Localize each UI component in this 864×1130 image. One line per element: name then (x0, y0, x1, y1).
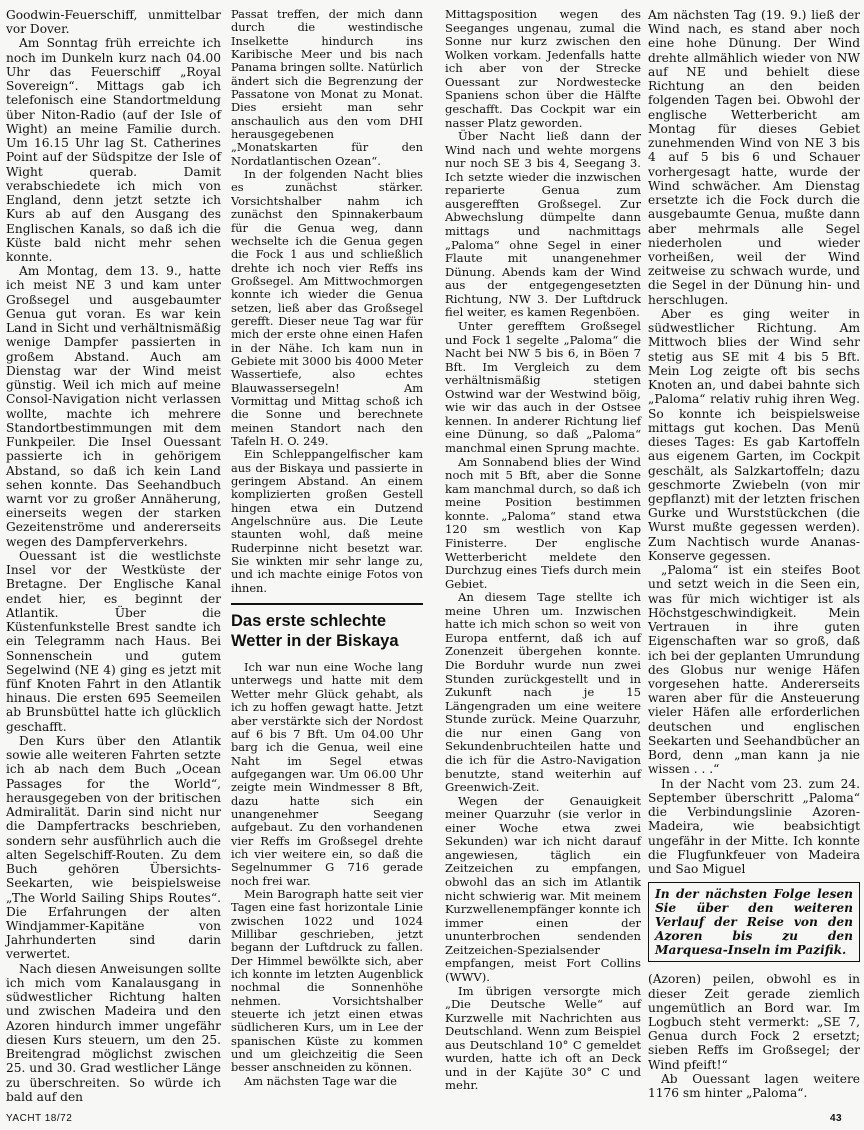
paragraph: Ein Schleppangelfischer kam aus der Biskaya und passierte in geringem Abstand. An einem komplizierten großen Gestell hingen etwa ein Dutzend Angelschnüre aus. Die Leute staunten wohl, daß meine Ruderpinne nicht besetzt war. Sie winkten mir sehr lange zu, und ich machte einige Fotos von ihnen. (231, 447, 423, 595)
paragraph: In der folgenden Nacht blies es zunächst stärker. Vorsichtshalber nahm ich zunächst den Spinnakerbaum für die Genua weg, dann wechselte ich die Genua gegen die Fock 1 aus und schließlich drehte ich noch vier Reffs ins Großsegel. Am Mittwochmorgen konnte ich wieder die Genua setzen, ließ aber das Großsegel gerefft. Dieser neue Tag war für mich der erste ohne einen Hafen in der Nähe. Ich kam nun in Gebiete mit 3000 bis 4000 Meter Wassertiefe, also echtes Blauwassersegeln! Am Vormittag und Mittag schoß ich die Sonne und berechnete meinen Standort nach den Tafeln H. O. 249. (231, 167, 423, 448)
paragraph: Mittagsposition wegen des Seeganges ungenau, zumal die Sonne nur kurz zwischen den Wolken vorkam. Jedenfalls hatte ich aber von der Strecke Ouessant zur Nordwestecke Spaniens schon über die Hälfte geschafft. Das Cockpit war ein nasser Platz geworden. (445, 7, 641, 130)
paragraph: Goodwin-Feuerschiff, unmittelbar vor Dover. (6, 8, 221, 37)
paragraph: Passat treffen, der mich dann durch die westindische Inselkette hindurch ins Karibische Meer und bis nach Panama bringen sollte. Natürlich ändert sich die Begrenzung der Passatone von Monat zu Monat. Dies ersieht man sehr anschaulich aus den vom DHI herausgegebenen „Monatskarten für den Nordatlantischen Ozean“. (231, 7, 423, 168)
paragraph: Ich war nun eine Woche lang unterwegs und hatte mit dem Wetter mehr Glück gehabt, als ich zu hoffen gewagt hatte. Jetzt aber verstärkte sich der Nordost auf 6 bis 7 Bft. Um 04.00 Uhr barg ich die Genua, weil eine Naht im Segel etwas aufgegangen war. Um 06.00 Uhr zeigte mein Windmesser 8 Bft, dazu hatte sich ein unangenehmer Seegang aufgebaut. Zu den vorhandenen vier Reffs im Großsegel drehte ich vier weitere ein, so daß die Segelnummer G 716 gerade noch frei war. (231, 660, 423, 888)
paragraph: Den Kurs über den Atlantik sowie alle weiteren Fahrten setzte ich ab nach dem Buch „Ocean Passages for the World“, herausgegeben von der britischen Admiralität. Darin sind nicht nur die Dampfertracks beschrieben, sondern sehr ausführlich auch die alten Segelschiff-Routen. Zu dem Buch gehören Übersichts-Seekarten, wie beispielsweise „The World Sailing Ships Routes“. Die Erfahrungen der alten Windjammer-Kapitäne von Jahrhunderten sind darin verwertet. (6, 733, 221, 962)
paragraph: Im übrigen versorgte mich „Die Deutsche Welle“ auf Kurzwelle mit Nachrichten aus Deutschland. Wenn zum Beispiel aus Deutschland 10° C gemeldet wurden, hatte ich oft an Deck und in der Kajüte 30° C und mehr. (445, 983, 641, 1093)
paragraph: Ab Ouessant lagen weitere 1176 sm hinter „Paloma“. (648, 1071, 860, 1101)
paragraph: „Paloma“ ist ein steifes Boot und setzt weich in die Seen ein, was für mich wichtiger ist als Höchstgeschwindigkeit. Mein Vertrauen in ihre guten Eigenschaften war so groß, daß ich bei der geplanten Umrundung des Globus nur wenige Häfen vorgesehen hatte. Andererseits waren aber für die Ansteuerung vieler Häfen alle erforderlichen deutschen und englischen Seekarten und Seehandbücher an Bord, denn „man kann ja nie wissen . . .“ (648, 563, 860, 777)
paragraph: Unter gerefftem Großsegel und Fock 1 segelte „Paloma“ die Nacht bei NW 5 bis 6, in Böen 7 Bft. Im Vergleich zu dem verhältnismäßig stetigen Ostwind war der Westwind böig, wie wir das auch in der Ostsee kennen. In anderer Richtung lief eine Dünung, so daß „Paloma“ manchmal einen Sprung machte. (445, 318, 641, 455)
paragraph: An diesem Tage stellte ich meine Uhren um. Inzwischen hatte ich mich schon so weit von Europa entfernt, daß ich auf Zonenzeit übergehen konnte. Die Borduhr wurde nun zwei Stunden zurückgestellt und in Zukunft nach je 15 Längengraden um eine weitere Stunde zurück. Meine Quarzuhr, die nur einen Gang von Sekundenbruchteilen hatte und die ich für die Astro-Navigation benutzte, stand weiterhin auf Greenwich-Zeit. (445, 590, 641, 795)
paragraph: Am Montag, dem 13. 9., hatte ich meist NE 3 und kam unter Großsegel und ausgebaumter Genua gut voran. Es war kein Land in Sicht und verhältnismäßig wenige Dampfer passierten in großem Abstand. Auch am Dienstag war der Wind meist günstig. Weil ich mich auf meine Consol-Navigation nicht verlassen wollte, machte ich mehrere Standortbestimmungen mit dem Funkpeiler. Die Insel Ouessant passierte ich in gehörigem Abstand, so daß ich kein Land sehen konnte. Das Seehandbuch warnt vor zu großer Annäherung, einerseits wegen der starken Gezeitenströme und andererseits wegen des Dampferverkehrs. (6, 264, 221, 549)
paragraph: (Azoren) peilen, obwohl es in dieser Zeit gerade ziemlich ungemütlich an Bord war. Im Logbuch steht vermerkt: „SE 7, Genua durch Fock 2 ersetzt; sieben Reffs im Großsegel; der Wind pfeift!“ (648, 972, 860, 1072)
paragraph: Nach diesen Anweisungen sollte ich mich vom Kanalausgang in südwestlicher Richtung halten und zwischen Madeira und den Azoren hindurch immer ungefähr diesen Kurs steuern, um den 25. Breitengrad möglichst zwischen 25. und 30. Grad westlicher Länge zu überschreiten. So würde ich bald auf den (6, 961, 221, 1104)
paragraph: Wegen der Genauigkeit meiner Quarzuhr (sie verlor in einer Woche etwa zwei Sekunden) war ich nicht darauf angewiesen, täglich ein Zeitzeichen zu empfangen, obwohl das an sich im Atlantik nicht schwierig war. Mit meinem Kurzwellenempfänger konnte ich immer einen der ununterbrochen sendenden Zeitzeichen-Spezialsender empfangen, meist Fort Collins (WWV). (445, 793, 641, 984)
paragraph: Am nächsten Tag (19. 9.) ließ der Wind nach, es stand aber noch eine hohe Dünung. Der Wind drehte allmählich wieder von NW auf NE und behielt diese Richtung an den beiden folgenden Tagen bei. Obwohl der englische Wetterbericht am Montag für dieses Gebiet zunehmenden Wind von NE 3 bis 4 auf 5 bis 6 und Schauer vorhergesagt hatte, wurde der Wind schwächer. Am Dienstag ersetzte ich die Fock durch die ausgebaumte Genua, mußte dann aber mehrmals alle Segel niederholen und wieder vorheißen, weil der Wind zeitweise zu schwach wurde, und die Segel in der Dünung hin- und herschlugen. (648, 8, 860, 307)
column-4 (648, 8, 860, 1100)
next-issue-box: In der nächsten Folge lesen Sie über den weiteren Verlauf der Reise von den Azoren bis zu den Marquesa-Inseln im Pazifik. (648, 882, 860, 962)
paragraph: Am nächsten Tage war die (244, 1073, 398, 1088)
page-number: 43 (830, 1113, 843, 1124)
paragraph: Aber es ging weiter in südwestlicher Richtung. Am Mittwoch blies der Wind sehr stetig aus SE mit 4 bis 5 Bft. Mein Log zeigte oft bis sechs Knoten an, und dabei bahnte sich „Paloma“ relativ ruhig ihren Weg. So konnte ich beispielsweise mittags gut kochen. Das Menü dieses Tages: Es gab Kartoffeln aus eigenem Garten, im Cockpit geschält, als Salzkartoffeln; dazu geschmorte Zwiebeln (von mir gepflanzt) mit der letzten frischen Gurke und Wurststückchen (die Wurst mußte gegessen werden). Zum Nachtisch wurde Ananas-Konserve gegessen. (648, 306, 860, 563)
column-3 (445, 8, 641, 1093)
section-heading: Das erste schlechte Wetter in der Biskaya (231, 603, 423, 651)
column-1 (6, 8, 221, 1104)
paragraph: Am Sonnabend blies der Wind noch mit 5 Bft, aber die Sonne kam manchmal durch, so daß ich meine Position bestimmen konnte. „Paloma“ stand etwa 120 sm westlich von Kap Finisterre. Der englische Wetterbericht meldete den Durchzug eines Tiefs durch mein Gebiet. (445, 454, 641, 591)
paragraph: Am Sonntag früh erreichte ich noch im Dunkeln kurz nach 04.00 Uhr das Feuerschiff „Royal Sovereign“. Mittags gab ich telefonisch eine Standortmeldung über Niton-Radio (auf der Isle of Wight) an meine Familie durch. Um 16.15 Uhr lag St. Catherines Point auf der Südspitze der Isle of Wight querab. Damit verabschiedete ich mich von England, denn jetzt setzte ich Kurs ab auf den Ausgang des Englischen Kanals, so daß ich die Küste bald nicht mehr sehen konnte. (6, 36, 221, 264)
column-2 (231, 8, 423, 1088)
paragraph: Über Nacht ließ dann der Wind nach und wehte morgens nur noch SE 3 bis 4, Seegang 3. Ich setzte wieder die inzwischen reparierte Genua zum ausgerefften Großsegel. Zur Abwechslung dümpelte dann mittags und nachmittags „Paloma“ ohne Segel in einer Flaute mit unangenehmer Dünung. Abends kam der Wind aus der entgegengesetzten Richtung, NW 3. Der Luftdruck fiel weiter, es kamen Regenböen. (445, 129, 641, 320)
magazine-issue-footer: YACHT 18/72 (6, 1113, 73, 1124)
paragraph: Mein Barograph hatte seit vier Tagen eine fast horizontale Linie zwischen 1022 und 1024 Millibar geschrieben, jetzt begann der Luftdruck zu fallen. Der Himmel bewölkte sich, aber ich konnte im letzten Augenblick nochmal die Sonnenhöhe nehmen. Vorsichtshalber steuerte ich jetzt einen etwas südlicheren Kurs, um in Lee der spanischen Küste zu kommen und um gleichzeitig die Seen besser anschneiden zu können. (231, 886, 423, 1075)
paragraph: Ouessant ist die westlichste Insel vor der Westküste der Bretagne. Der Englische Kanal endet hier, es beginnt der Atlantik. Über die Küstenfunkstelle Brest sandte ich ein Telegramm nach Haus. Bei Sonnenschein und gutem Segelwind (NE 4) ging es jetzt mit fünf Knoten Fahrt in den Atlantik hinaus. Die ersten 695 Seemeilen ab Brunsbüttel hatte ich glücklich geschafft. (6, 548, 221, 734)
paragraph: In der Nacht vom 23. zum 24. September überschritt „Paloma“ die Verbindungslinie Azoren-Madeira, wie beabsichtigt ungefähr in der Mitte. Ich konnte die Flugfunkfeuer von Madeira und Sao Miguel (648, 776, 860, 877)
